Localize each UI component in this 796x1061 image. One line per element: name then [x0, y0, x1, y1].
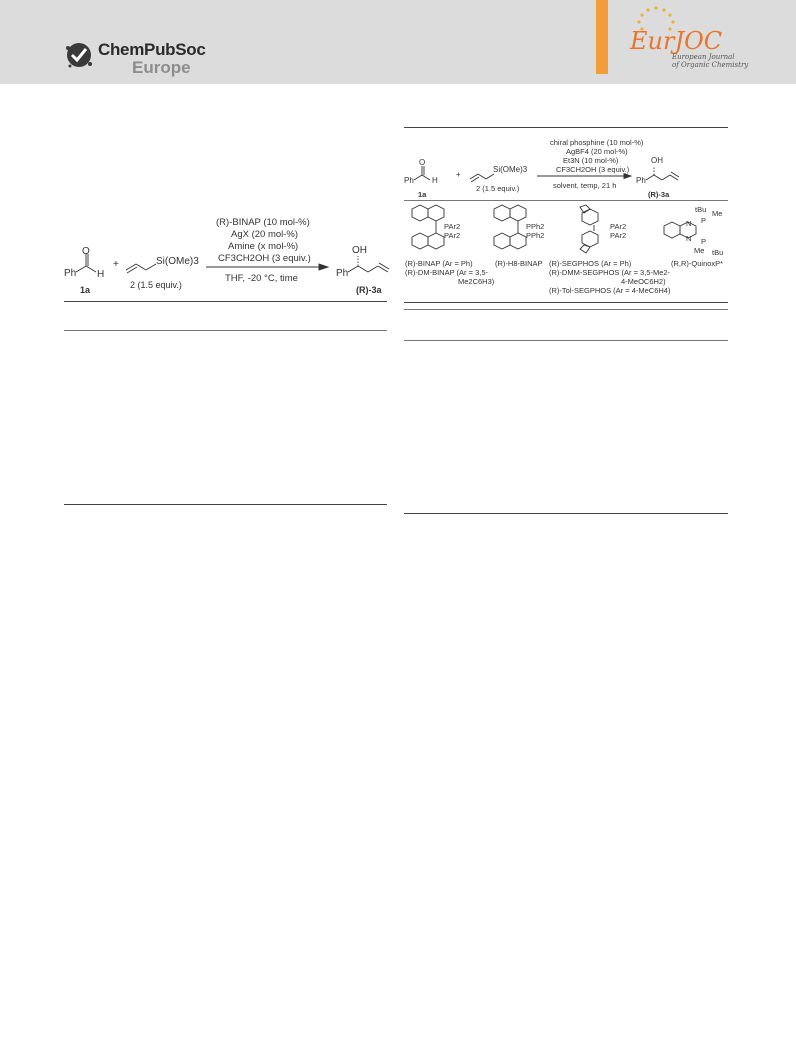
h8binap-group-2: PPh2 [526, 231, 545, 240]
atom-h-right: H [432, 176, 438, 185]
allylsilane-label: 2 (1.5 equiv.) [130, 280, 182, 290]
quinox-atom-me-2: Me [694, 246, 705, 255]
scheme-rule-top [404, 127, 728, 128]
atom-h: H [97, 269, 105, 280]
quinox-atom-n-2: N [686, 234, 692, 243]
table-rule-sub-right [404, 309, 728, 310]
reagent-line-3-right: Et3N (10 mol-%) [563, 156, 619, 165]
journal-header [0, 0, 796, 84]
reagent-line-1-right: chiral phosphine (10 mol-%) [550, 138, 644, 147]
journal-logo: EurJOC [630, 27, 723, 55]
table-rule-bottom-right [404, 513, 728, 514]
substrate-label-right: 1a [418, 190, 427, 199]
chempubsoc-logo-icon [64, 40, 94, 70]
reagent-line-4-right: CF3CH2OH (3 equiv.) [556, 165, 630, 174]
allylsilane-label-right: 2 (1.5 equiv.) [476, 184, 520, 193]
atom-ph-right: Ph [404, 176, 414, 185]
plus-sign-right: + [456, 170, 461, 179]
quinox-atom-tbu-2: tBu [712, 248, 724, 257]
quinox-atom-me-1: Me [712, 209, 723, 218]
atom-o-right: O [419, 158, 426, 167]
segphos-label-3: 4-MeOC6H2) [621, 277, 666, 286]
quinoxp-structure [662, 210, 716, 250]
atom-ph: Ph [64, 268, 77, 279]
product-atom-oh-right: OH [651, 156, 663, 165]
substrate-label: 1a [80, 285, 91, 295]
benzaldehyde-structure-right [404, 160, 448, 190]
binap-label-3: Me2C6H3) [458, 277, 495, 286]
publisher-name: ChemPubSoc [98, 40, 206, 59]
segphos-group-2: PAr2 [610, 231, 627, 240]
h8binap-label: (R)-H8-BINAP [495, 259, 543, 268]
table-rule-header-right [404, 340, 728, 341]
segphos-label-1: (R)-SEGPHOS (Ar = Ph) [549, 259, 632, 268]
atom-o: O [82, 246, 90, 257]
quinox-label: (R,R)-QuinoxP* [671, 259, 724, 268]
publisher-region: Europe [132, 58, 191, 77]
table-rule-top-right [404, 302, 728, 303]
quinox-atom-p-1: P [701, 216, 707, 225]
binap-label-1: (R)-BINAP (Ar = Ph) [405, 259, 473, 268]
segphos-label-2: (R)-DMM-SEGPHOS (Ar = 3,5-Me2- [549, 268, 671, 277]
scheme-rule-middle [404, 200, 728, 201]
reaction-arrow-icon-right [537, 173, 631, 179]
binap-group-1: PAr2 [444, 222, 461, 231]
segphos-group-1: PAr2 [610, 222, 627, 231]
h8binap-group-1: PPh2 [526, 222, 545, 231]
reagent-line-2: AgX (20 mol-%) [231, 229, 299, 240]
reaction-arrow-icon [206, 263, 328, 271]
quinox-atom-tbu-1: tBu [695, 205, 707, 214]
table-rule-bottom [64, 504, 387, 505]
table-rule-header [64, 330, 387, 331]
plus-sign: + [113, 259, 119, 270]
allylsilane-group-right: Si(OMe)3 [493, 165, 528, 174]
reagent-line-2-right: AgBF4 (20 mol-%) [566, 147, 628, 156]
journal-subtitle-line1: European Journal [672, 53, 735, 61]
product-atom-ph: Ph [336, 268, 349, 279]
product-label: (R)-3a [356, 285, 382, 295]
product-atom-oh: OH [352, 245, 367, 256]
quinox-atom-n-1: N [686, 219, 692, 228]
orange-accent-bar [596, 0, 608, 74]
segphos-label-4: (R)-Tol-SEGPHOS (Ar = 4-MeC6H4) [549, 286, 671, 295]
product-label-right: (R)-3a [648, 190, 670, 199]
condition-below-arrow: THF, -20 °C, time [225, 273, 298, 284]
table-rule-top [64, 301, 387, 302]
binap-label-2: (R)-DM-BINAP (Ar = 3,5- [405, 268, 488, 277]
binap-group-2: PAr2 [444, 231, 461, 240]
journal-subtitle-line2: of Organic Chemistry [672, 61, 749, 69]
reagent-line-4: CF3CH2OH (3 equiv.) [218, 253, 311, 264]
reagent-line-1: (R)-BINAP (10 mol-%) [216, 217, 310, 228]
reagent-line-3: Amine (x mol-%) [228, 241, 299, 252]
quinox-atom-p-2: P [701, 237, 707, 246]
condition-below-arrow-right: solvent, temp, 21 h [553, 181, 617, 190]
allylsilane-group: Si(OMe)3 [156, 256, 199, 267]
product-atom-ph-right: Ph [636, 176, 646, 185]
